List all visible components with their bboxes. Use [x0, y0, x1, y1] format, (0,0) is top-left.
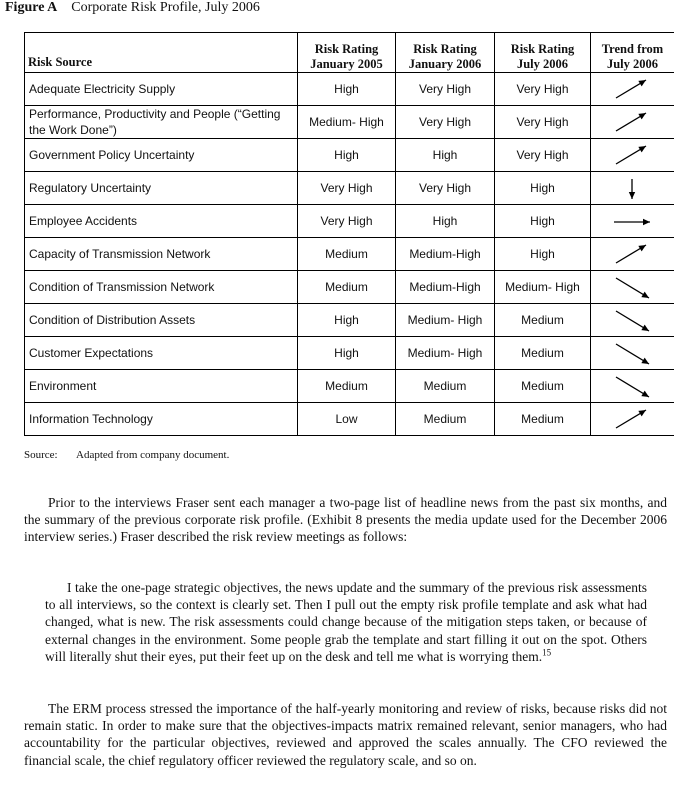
trend-down-right-arrow-icon: [611, 272, 655, 302]
cell-jul-2006: High: [495, 238, 591, 271]
cell-risk-source: Condition of Transmission Network: [25, 271, 298, 304]
cell-jan-2005: Medium: [298, 271, 396, 304]
cell-trend: [591, 205, 674, 238]
trend-up-right-arrow-icon: [611, 74, 655, 104]
cell-risk-source: Environment: [25, 370, 298, 403]
cell-trend: [591, 106, 674, 139]
header-trend: [591, 33, 674, 73]
table-row: [25, 271, 674, 304]
header-jan-2005: [298, 33, 396, 73]
paragraph-erm: [24, 700, 667, 769]
cell-jan-2005: High: [298, 304, 396, 337]
cell-jan-2005: Medium: [298, 238, 396, 271]
cell-jan-2006: Medium- High: [396, 304, 495, 337]
cell-trend: [591, 337, 674, 370]
header-jan-2006: [396, 33, 495, 73]
trend-down-right-arrow-icon: [611, 305, 655, 335]
cell-jan-2006: Medium: [396, 370, 495, 403]
block-quote: [45, 579, 647, 665]
header-risk-source: Risk Source: [25, 33, 298, 73]
header-trend-line2: July 2006: [606, 57, 659, 71]
cell-risk-source: Information Technology: [25, 403, 298, 436]
cell-jan-2005: Medium: [298, 370, 396, 403]
table-row: [25, 304, 674, 337]
cell-jul-2006: Very High: [495, 139, 591, 172]
cell-jan-2006: Very High: [396, 106, 495, 139]
trend-down-right-arrow-icon: [611, 371, 655, 401]
header-jan-2005-line2: January 2005: [310, 57, 383, 71]
cell-jul-2006: Medium: [495, 337, 591, 370]
cell-jul-2006: High: [495, 205, 591, 238]
cell-jan-2005: High: [298, 139, 396, 172]
header-jul-2006-line2: July 2006: [516, 57, 569, 71]
table-row: [25, 337, 674, 370]
figure-title: [5, 0, 260, 16]
cell-jan-2006: High: [396, 139, 495, 172]
trend-down-arrow-icon: [611, 173, 655, 203]
table-row: [25, 370, 674, 403]
trend-right-arrow-icon: [611, 206, 655, 236]
paragraph-intro-text: Prior to the interviews Fraser sent each manager a two-page list of headline news from the past six months, and the summary of the previous corporate risk profile. (Exhibit 8 presents the media update used for the December 2006 interview series.) Fraser described the risk review meetings as follows:: [24, 495, 667, 545]
cell-jul-2006: Medium: [495, 403, 591, 436]
cell-trend: [591, 304, 674, 337]
risk-profile-table: [24, 32, 674, 436]
trend-up-right-arrow-icon: [611, 107, 655, 137]
cell-risk-source: Regulatory Uncertainty: [25, 172, 298, 205]
cell-jan-2005: Very High: [298, 172, 396, 205]
cell-trend: [591, 172, 674, 205]
table-row: [25, 403, 674, 436]
table-row: [25, 238, 674, 271]
cell-trend: [591, 403, 674, 436]
figure-label: Figure A: [5, 0, 58, 15]
header-jul-2006-line1: Risk Rating: [510, 42, 575, 56]
source-note: [24, 449, 229, 461]
cell-jul-2006: Medium: [495, 304, 591, 337]
table-row: [25, 106, 674, 139]
header-jul-2006: [495, 33, 591, 73]
cell-jan-2006: Medium: [396, 403, 495, 436]
footnote-marker: 15: [542, 647, 552, 658]
block-quote-text: I take the one-page strategic objectives, the news update and the summary of the previous risk assessments to all interviews, so the context is clearly set. Then I pull out the empty risk profile template and ask what had changed, what is new. The risk assessments could change because of the mitigation steps taken, or because of external changes in the environment. Some people grab the template and start filling it out on the spot. Others will literally shut their eyes, put their feet up on the desk and tell me what is worrying them.: [45, 580, 647, 664]
cell-risk-source: Adequate Electricity Supply: [25, 73, 298, 106]
cell-risk-source: Capacity of Transmission Network: [25, 238, 298, 271]
figure-caption: Corporate Risk Profile, July 2006: [71, 0, 260, 15]
cell-risk-source: Condition of Distribution Assets: [25, 304, 298, 337]
cell-jan-2006: Medium-High: [396, 271, 495, 304]
cell-jan-2005: High: [298, 337, 396, 370]
header-jan-2006-line2: January 2006: [408, 57, 482, 71]
table-row: [25, 73, 674, 106]
source-text: Adapted from company document.: [76, 449, 230, 461]
source-label: Source:: [24, 449, 58, 461]
cell-jul-2006: Medium- High: [495, 271, 591, 304]
table-header-row: [25, 33, 674, 73]
cell-jan-2006: Medium- High: [396, 337, 495, 370]
trend-up-right-arrow-icon: [611, 404, 655, 434]
cell-risk-source: Employee Accidents: [25, 205, 298, 238]
trend-up-right-arrow-icon: [611, 239, 655, 269]
table-row: [25, 205, 674, 238]
trend-down-right-arrow-icon: [611, 338, 655, 368]
cell-jul-2006: Very High: [495, 106, 591, 139]
cell-trend: [591, 271, 674, 304]
cell-jul-2006: Very High: [495, 73, 591, 106]
cell-risk-source: Performance, Productivity and People (“Getting the Work Done”): [25, 106, 298, 139]
cell-trend: [591, 73, 674, 106]
cell-trend: [591, 238, 674, 271]
cell-trend: [591, 370, 674, 403]
trend-up-right-arrow-icon: [611, 140, 655, 170]
paragraph-erm-text: The ERM process stressed the importance of the half-yearly monitoring and review of risks, because risks did not remain static. In order to make sure that the objectives-impacts matrix remained relevant, senior managers, who had accountability for the particular objectives, reviewed and approved the scales annually. The CFO reviewed the financial scale, the chief regulatory officer reviewed the regulatory scale, and so on.: [24, 701, 667, 768]
cell-trend: [591, 139, 674, 172]
cell-jan-2005: High: [298, 73, 396, 106]
cell-jan-2005: Very High: [298, 205, 396, 238]
table-row: [25, 172, 674, 205]
header-trend-line1: Trend from: [601, 42, 664, 56]
cell-risk-source: Government Policy Uncertainty: [25, 139, 298, 172]
cell-jan-2006: High: [396, 205, 495, 238]
cell-jan-2006: Very High: [396, 172, 495, 205]
table-row: [25, 139, 674, 172]
cell-jan-2005: Low: [298, 403, 396, 436]
cell-jan-2006: Medium-High: [396, 238, 495, 271]
paragraph-intro: [24, 494, 667, 546]
cell-jul-2006: Medium: [495, 370, 591, 403]
header-jan-2005-line1: Risk Rating: [314, 42, 379, 56]
cell-jan-2005: Medium- High: [298, 106, 396, 139]
cell-risk-source: Customer Expectations: [25, 337, 298, 370]
header-jan-2006-line1: Risk Rating: [413, 42, 477, 56]
cell-jan-2006: Very High: [396, 73, 495, 106]
cell-jul-2006: High: [495, 172, 591, 205]
